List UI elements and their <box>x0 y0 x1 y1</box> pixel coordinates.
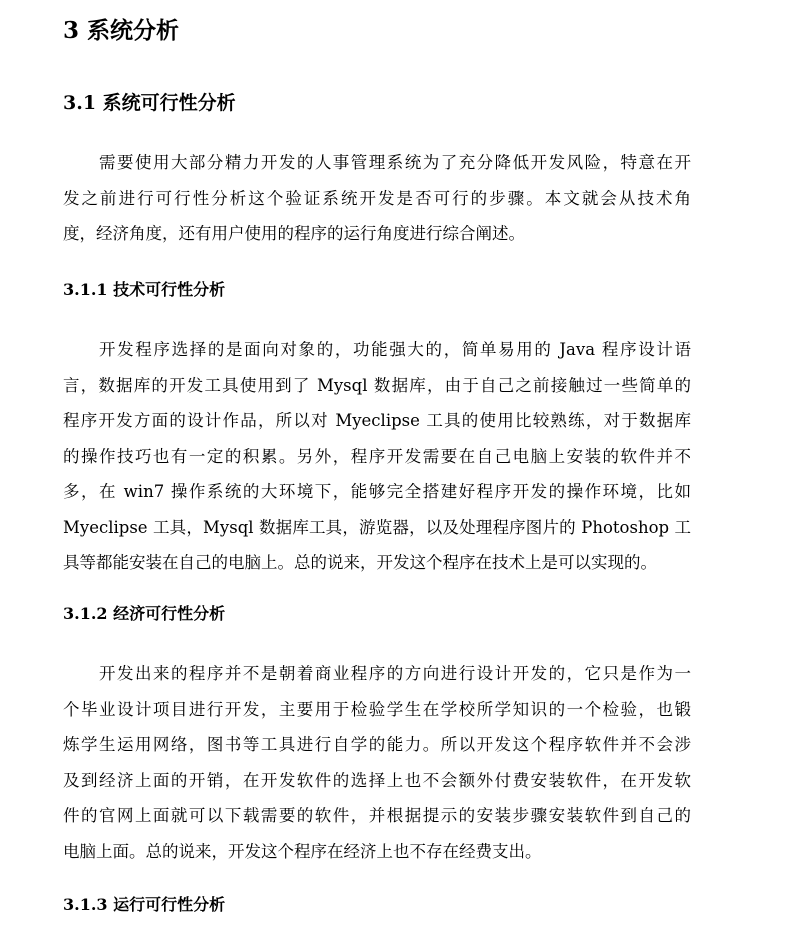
paragraph-line: 度，经济角度，还有用户使用的程序的运行角度进行综合阐述。 <box>63 224 525 243</box>
paragraph-line: 发之前进行可行性分析这个验证系统开发是否可行的步骤。本文就会从技术角 <box>63 188 691 208</box>
paragraph-line: 炼学生运用网络，图书等工具进行自学的能力。所以开发这个程序软件并不会涉 <box>63 735 691 754</box>
paragraph-line: 需要使用大部分精力开发的人事管理系统为了充分降低开发风险，特意在开 <box>99 153 691 172</box>
section-heading-3-1-1: 3.1.1 技术可行性分析 <box>63 280 226 299</box>
section-heading-3-1: 3.1 系统可行性分析 <box>63 92 236 114</box>
paragraph-economic <box>63 656 691 869</box>
paragraph-line: 多，在 win7 操作系统的大环境下，能够完全搭建好程序开发的操作环境，比如 <box>63 482 691 501</box>
section-heading-3-1-2: 3.1.2 经济可行性分析 <box>63 604 226 623</box>
paragraph-line: 言，数据库的开发工具使用到了 Mysql 数据库，由于自己之前接触过一些简单的 <box>63 375 691 395</box>
paragraph-line: Myeclipse 工具，Mysql 数据库工具，游览器，以及处理程序图片的 Photoshop 工 <box>63 517 691 537</box>
chapter-heading: 3 系统分析 <box>63 17 180 44</box>
paragraph-line: 个毕业设计项目进行开发，主要用于检验学生在学校所学知识的一个检验，也锻 <box>63 699 691 719</box>
paragraph-line: 件的官网上面就可以下载需要的软件，并根据提示的安装步骤安装软件到自己的 <box>63 806 691 825</box>
paragraph-line: 及到经济上面的开销，在开发软件的选择上也不会额外付费安装软件，在开发软 <box>63 770 691 790</box>
paragraph-intro <box>63 145 691 252</box>
paragraph-line: 开发出来的程序并不是朝着商业程序的方向进行设计开发的，它只是作为一 <box>99 664 691 683</box>
paragraph-line: 的操作技巧也有一定的积累。另外，程序开发需要在自己电脑上安装的软件并不 <box>63 446 691 466</box>
section-heading-3-1-3: 3.1.3 运行可行性分析 <box>63 895 226 914</box>
paragraph-line: 具等都能安装在自己的电脑上。总的说来，开发这个程序在技术上是可以实现的。 <box>63 553 657 572</box>
paragraph-line: 程序开发方面的设计作品，所以对 Myeclipse 工具的使用比较熟练，对于数据库 <box>63 411 691 430</box>
paragraph-line: 电脑上面。总的说来，开发这个程序在经济上也不存在经费支出。 <box>63 841 542 861</box>
paragraph-technical <box>63 332 691 581</box>
paragraph-line: 开发程序选择的是面向对象的，功能强大的，简单易用的 Java 程序设计语 <box>99 340 691 359</box>
